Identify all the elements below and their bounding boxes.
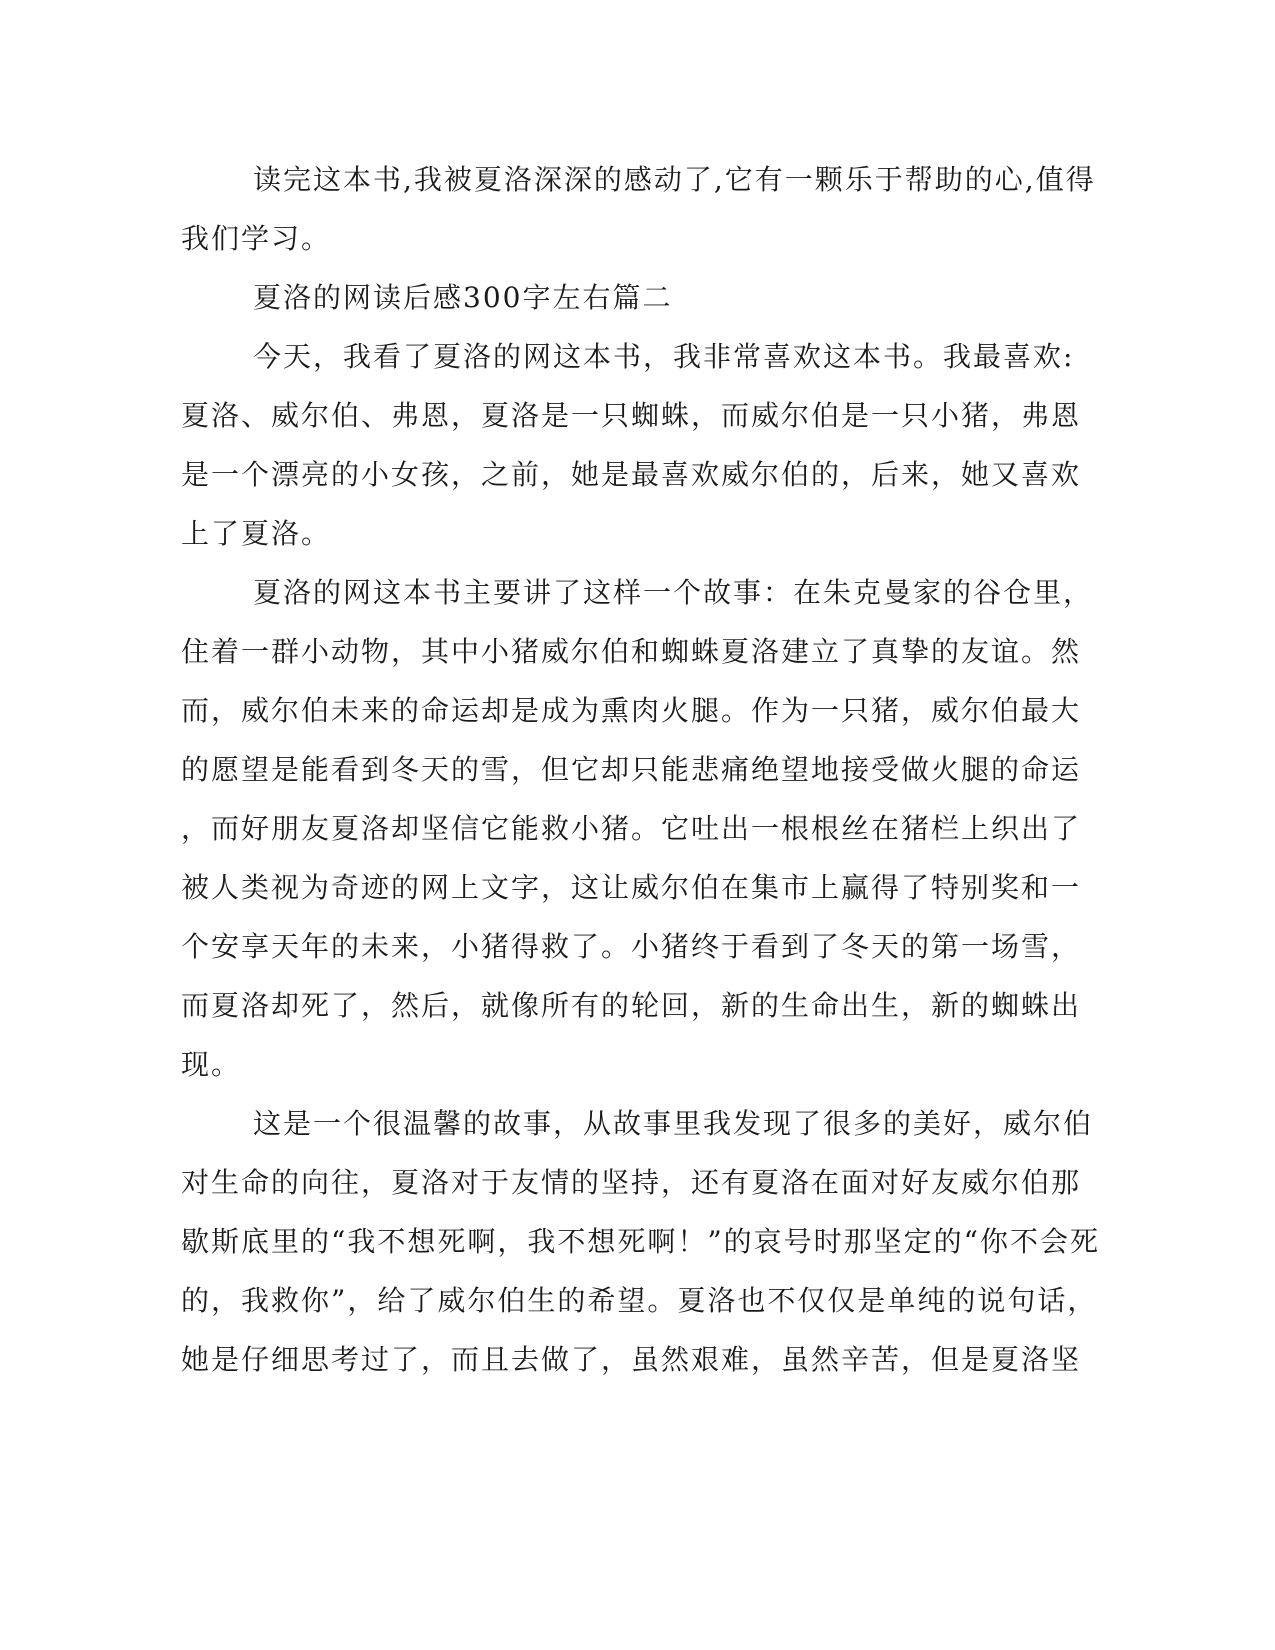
paragraph-line: 读完这本书,我被夏洛深深的感动了,它有一颗乐于帮助的心,值得 — [253, 163, 1096, 196]
paragraph-line: 是一个漂亮的小女孩，之前，她是最喜欢威尔伯的，后来，她又喜欢 — [181, 458, 1082, 491]
paragraph-line: 个安享天年的未来，小猪得救了。小猪终于看到了冬天的第一场雪， — [181, 930, 1082, 963]
paragraph-line: 我们学习。 — [181, 222, 332, 255]
paragraph-line: 这是一个很温馨的故事，从故事里我发现了很多的美好，威尔伯 — [253, 1107, 1094, 1140]
paragraph-line: 住着一群小动物，其中小猪威尔伯和蜘蛛夏洛建立了真挚的友谊。然 — [181, 635, 1082, 668]
paragraph-line: 而，威尔伯未来的命运却是成为熏肉火腿。作为一只猪，威尔伯最大 — [181, 694, 1082, 727]
paragraph-line: 她是仔细思考过了，而且去做了，虽然艰难，虽然辛苦，但是夏洛坚 — [181, 1343, 1082, 1376]
paragraph-line: 被人类视为奇迹的网上文字，这让威尔伯在集市上赢得了特别奖和一 — [181, 871, 1082, 904]
paragraph-line: 歇斯底里的“我不想死啊，我不想死啊！”的哀号时那坚定的“你不会死 — [181, 1225, 1100, 1258]
paragraph-line: 上了夏洛。 — [181, 517, 332, 550]
paragraph-line: 夏洛、威尔伯、弗恩，夏洛是一只蜘蛛，而威尔伯是一只小猪，弗恩 — [181, 399, 1082, 432]
paragraph-line: 今天，我看了夏洛的网这本书，我非常喜欢这本书。我最喜欢: — [253, 340, 1075, 373]
paragraph-line: 现。 — [181, 1048, 242, 1081]
paragraph-line: 夏洛的网这本书主要讲了这样一个故事：在朱克曼家的谷仓里， — [253, 576, 1094, 609]
paragraph-line: 的愿望是能看到冬天的雪，但它却只能悲痛绝望地接受做火腿的命运 — [181, 753, 1082, 786]
document-body — [181, 150, 1100, 1389]
paragraph-line: 的，我救你”，给了威尔伯生的希望。夏洛也不仅仅是单纯的说句话， — [181, 1284, 1098, 1317]
paragraph-line: ，而好朋友夏洛却坚信它能救小猪。它吐出一根根丝在猪栏上织出了 — [181, 812, 1082, 845]
paragraph-line: 而夏洛却死了，然后，就像所有的轮回，新的生命出生，新的蜘蛛出 — [181, 989, 1082, 1022]
section-heading: 夏洛的网读后感300字左右篇二 — [253, 281, 673, 314]
paragraph-line: 对生命的向往，夏洛对于友情的坚持，还有夏洛在面对好友威尔伯那 — [181, 1166, 1082, 1199]
